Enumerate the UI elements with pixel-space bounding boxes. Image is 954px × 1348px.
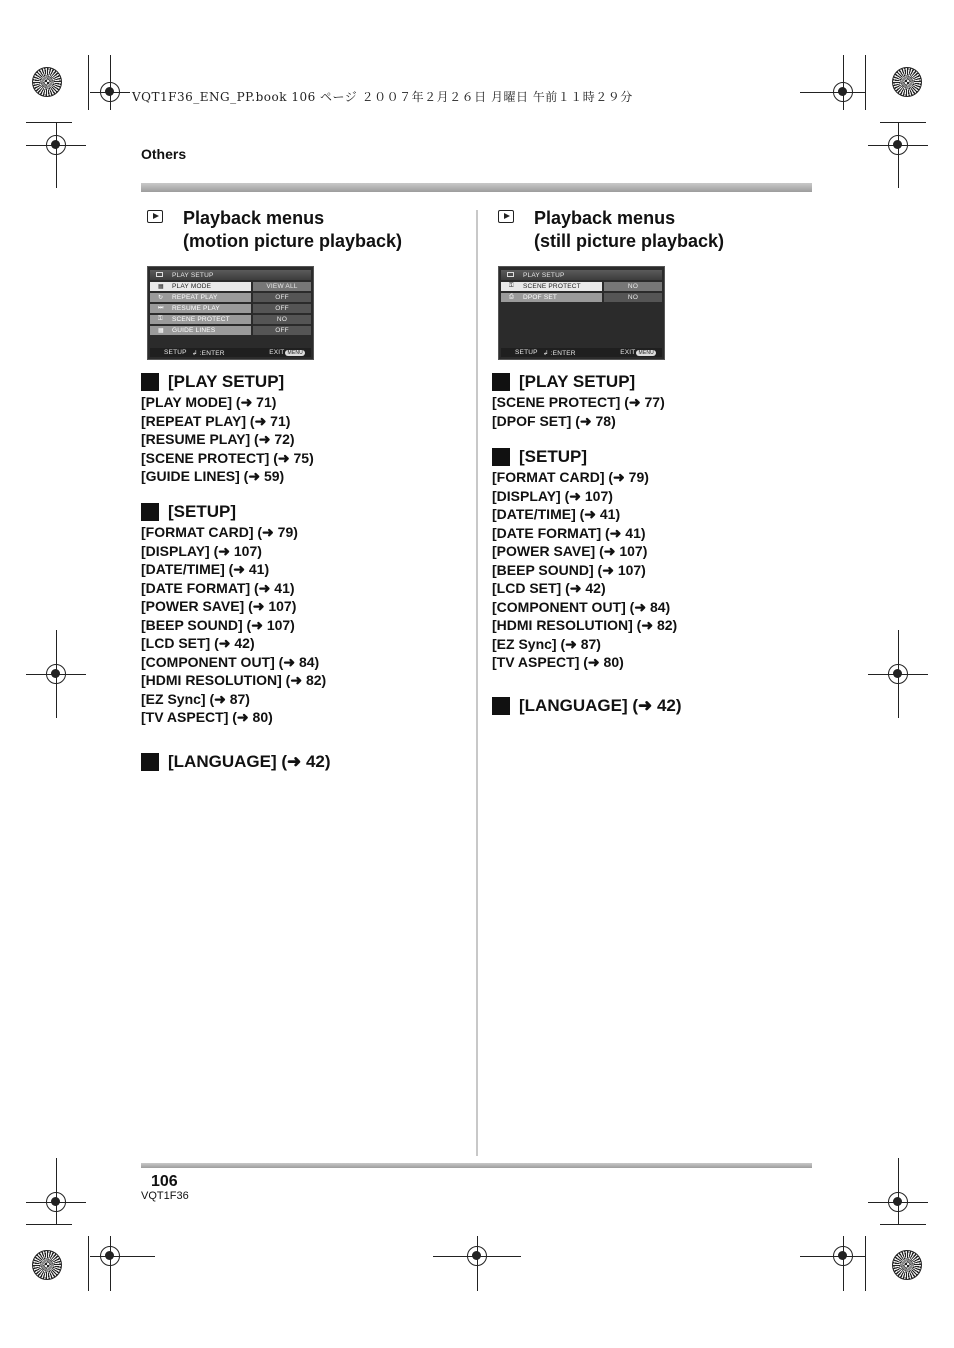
right-group-setup [492,446,677,672]
group-title: [LANGUAGE] (➜ 42) [519,696,682,715]
crop-mark [26,122,72,123]
crop-mark [800,1256,865,1257]
list-item: [DATE FORMAT] (➜ 41) [141,579,295,596]
screen-row-value: OFF [253,293,311,302]
playback-icon [507,272,514,277]
screen-row-value: NO [604,293,662,302]
screen-row-label: SCENE PROTECT [523,283,581,290]
list-item: [DPOF SET] (➜ 78) [492,412,616,429]
screen-title: PLAY SETUP [172,272,214,279]
screen-footer [150,348,311,357]
menu-button-icon: MENU [287,350,303,356]
list-item: [EZ Sync] (➜ 87) [141,690,250,707]
right-group-language [492,695,682,717]
document-code: VQT1F36 [141,1190,189,1202]
group-title: [PLAY SETUP] [168,372,285,391]
screen-row-label: GUIDE LINES [172,327,216,334]
group-title: [PLAY SETUP] [519,372,636,391]
key-icon: ⚿ [509,283,514,289]
crop-mark [56,630,57,718]
top-rule [141,183,812,192]
list-item: [DATE FORMAT] (➜ 41) [492,524,646,541]
list-item: [SCENE PROTECT] (➜ 75) [141,449,314,466]
crop-mark [843,1236,844,1291]
footer-setup: SETUP [515,349,538,356]
screen-row-label: DPOF SET [523,294,558,301]
screen-row-value: NO [604,282,662,291]
group-title: [SETUP] [519,447,587,466]
color-registration-icon [892,1250,922,1280]
list-item: [HDMI RESOLUTION] (➜ 82) [492,617,678,634]
right-menu-screen [498,266,665,360]
square-bullet-icon [141,373,159,391]
list-item: [COMPONENT OUT] (➜ 84) [141,653,320,670]
right-menu-heading [492,207,812,253]
left-column [141,207,461,253]
list-item: [BEEP SOUND] (➜ 107) [492,561,646,578]
repeat-icon: ↻ [158,295,164,301]
square-bullet-icon [492,697,510,715]
right-heading-line2: (still picture playback) [534,231,725,251]
crop-mark [880,1224,926,1225]
footer-exit: EXIT [269,349,285,356]
crop-mark [88,55,89,110]
square-bullet-icon [141,503,159,521]
right-column [492,207,812,253]
crop-mark [56,1158,57,1224]
playback-icon [147,210,163,223]
list-item: [DISPLAY] (➜ 107) [492,487,613,504]
crop-mark [865,55,866,110]
playback-icon [156,272,163,277]
right-heading-line1: Playback menus [534,208,676,228]
section-label: Others [141,146,187,162]
screen-row-label: RESUME PLAY [172,305,220,312]
bottom-rule [141,1163,812,1168]
crop-mark [865,1236,866,1291]
crop-mark [800,92,865,93]
list-item: [PLAY MODE] (➜ 71) [141,394,277,410]
square-bullet-icon [492,448,510,466]
list-item: [LCD SET] (➜ 42) [492,580,606,597]
screen-title: PLAY SETUP [523,272,565,279]
screen-row[interactable] [501,293,662,303]
left-menu-heading [141,207,461,253]
screen-row[interactable] [501,282,662,292]
screen-row-value: OFF [253,304,311,313]
list-item: [EZ Sync] (➜ 87) [492,635,601,652]
print-header: VQT1F36_ENG_PP.book 106 ページ ２００７年２月２６日 月曜日 午前１１時２９分 [132,90,633,104]
playback-icon [498,210,514,223]
crop-mark [110,1236,111,1291]
crop-mark [880,122,926,123]
list-item: [POWER SAVE] (➜ 107) [492,543,648,560]
list-item: [RESUME PLAY] (➜ 72) [141,431,295,448]
list-item: [DATE/TIME] (➜ 41) [492,506,621,523]
square-bullet-icon [492,373,510,391]
list-item: [GUIDE LINES] (➜ 59) [141,468,285,485]
crop-mark [898,122,899,188]
crop-mark [110,55,111,110]
page-number: 106 [151,1173,178,1190]
crop-mark [56,122,57,188]
list-item: [HDMI RESOLUTION] (➜ 82) [141,672,327,689]
left-menu-screen [147,266,314,360]
list-item: [LCD SET] (➜ 42) [141,635,255,652]
grid-icon: ▦ [158,328,164,334]
color-registration-icon [32,1250,62,1280]
screen-row[interactable] [150,315,311,325]
screen-title-bar [150,270,311,280]
screen-row-value: OFF [253,326,311,335]
list-item: [DATE/TIME] (➜ 41) [141,561,270,578]
list-item: [DISPLAY] (➜ 107) [141,542,262,559]
screen-row-label: REPEAT PLAY [172,294,218,301]
list-item: [SCENE PROTECT] (➜ 77) [492,394,665,410]
left-group-setup [141,501,326,727]
list-item: [TV ASPECT] (➜ 80) [492,654,624,671]
key-icon: ⚿ [158,316,163,322]
screen-row[interactable] [150,293,311,303]
crop-mark [843,55,844,110]
screen-row-value: VIEW ALL [253,282,311,291]
footer-enter: ↲ :ENTER [543,350,576,357]
screen-row-label: SCENE PROTECT [172,316,230,323]
color-registration-icon [892,67,922,97]
left-group-language [141,751,331,773]
list-item: [BEEP SOUND] (➜ 107) [141,616,295,633]
footer-setup: SETUP [164,349,187,356]
resume-icon: ⏭ [158,305,164,311]
list-item: [REPEAT PLAY] (➜ 71) [141,412,291,429]
footer-exit: EXIT [620,349,636,356]
screen-title-bar [501,270,662,280]
screen-row-label: PLAY MODE [172,283,212,290]
crop-mark [88,1236,89,1291]
screen-row[interactable] [150,282,311,292]
column-divider [476,210,478,1156]
list-item: [POWER SAVE] (➜ 107) [141,598,297,615]
list-item: [TV ASPECT] (➜ 80) [141,709,273,726]
left-group-play-setup [141,371,314,486]
menu-button-icon: MENU [638,350,654,356]
list-item: [COMPONENT OUT] (➜ 84) [492,598,671,615]
screen-row[interactable] [150,326,311,336]
screen-row[interactable] [150,304,311,314]
play-mode-icon: ▦ [158,284,164,290]
crop-mark [477,1236,478,1291]
list-item: [FORMAT CARD] (➜ 79) [492,469,649,485]
screen-row-value: NO [253,315,311,324]
crop-mark [898,1158,899,1224]
crop-mark [26,1224,72,1225]
crop-mark [90,1256,155,1257]
footer-enter: ↲ :ENTER [192,350,225,357]
crop-mark [898,630,899,718]
group-title: [LANGUAGE] (➜ 42) [168,752,331,771]
color-registration-icon [32,67,62,97]
group-title: [SETUP] [168,502,236,521]
print-icon: ⎙ [509,294,515,300]
list-item: [FORMAT CARD] (➜ 79) [141,524,298,540]
right-group-play-setup [492,371,665,430]
square-bullet-icon [141,753,159,771]
left-heading-line2: (motion picture playback) [183,231,403,251]
left-heading-line1: Playback menus [183,208,325,228]
screen-footer [501,348,662,357]
